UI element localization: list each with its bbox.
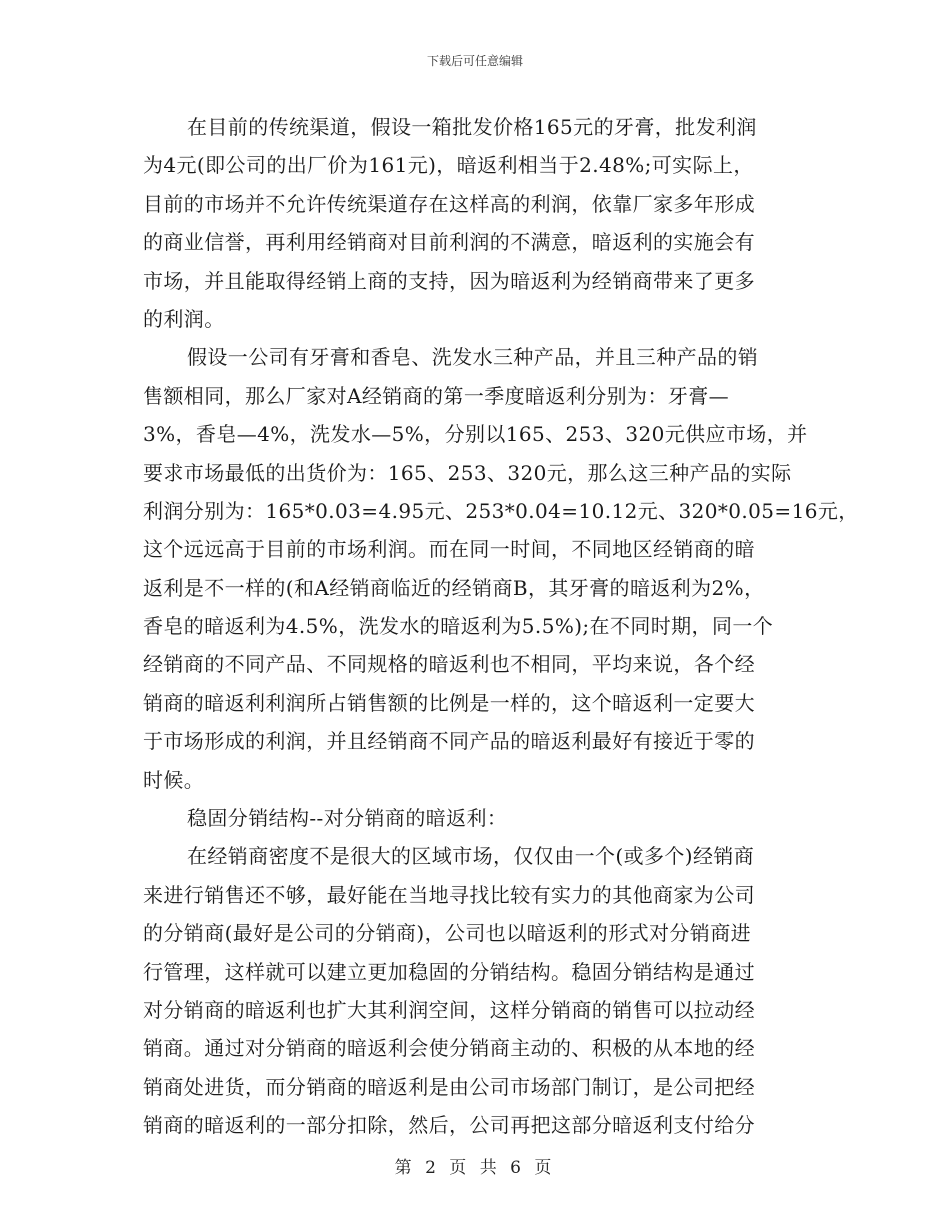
paragraph-line: 在经销商密度不是很大的区域市场，仅仅由一个(或多个)经销商: [187, 844, 755, 869]
paragraph-line: 香皂的暗返利为4.5%，洗发水的暗返利为5.5%);在不同时期，同一个: [143, 614, 774, 639]
paragraph-line: 目前的市场并不允许传统渠道存在这样高的利润，依靠厂家多年形成: [143, 191, 755, 216]
paragraph-line: 市场，并且能取得经销上商的支持，因为暗返利为经销商带来了更多: [143, 268, 755, 293]
paragraph-line: 假设一公司有牙膏和香皂、洗发水三种产品，并且三种产品的销: [187, 345, 759, 370]
paragraph-line: 销商处进货，而分销商的暗返利是由公司市场部门制订，是公司把经: [143, 1074, 755, 1099]
paragraph-line: 这个远远高于目前的市场利润。而在同一时间，不同地区经销商的暗: [143, 537, 755, 562]
paragraph-line: 时候。: [143, 767, 205, 792]
paragraph-line: 来进行销售还不够，最好能在当地寻找比较有实力的其他商家为公司: [143, 882, 755, 907]
page-header-note: 下载后可任意编辑: [426, 54, 523, 68]
paragraph-line: 的商业信誉，再利用经销商对目前利润的不满意，暗返利的实施会有: [143, 230, 755, 255]
paragraph-line: 售额相同，那么厂家对A经销商的第一季度暗返利分别为：牙膏—: [143, 383, 730, 408]
paragraph-line: 行管理，这样就可以建立更加稳固的分销结构。稳固分销结构是通过: [143, 959, 755, 984]
document-body: [143, 108, 859, 1145]
paragraph-line: 对分销商的暗返利也扩大其利润空间，这样分销商的销售可以拉动经: [143, 997, 755, 1022]
paragraph-line: 的分销商(最好是公司的分销商)，公司也以暗返利的形式对分销商进: [143, 921, 752, 946]
section-heading: 稳固分销结构--对分销商的暗返利：: [187, 806, 508, 831]
paragraph-line: 销商的暗返利的一部分扣除，然后，公司再把这部分暗返利支付给分: [143, 1113, 755, 1138]
paragraph-line: 销商的暗返利利润所占销售额的比例是一样的，这个暗返利一定要大: [143, 690, 755, 715]
paragraph-line: 在目前的传统渠道，假设一箱批发价格165元的牙膏，批发利润: [187, 115, 757, 139]
paragraph-line: 的利润。: [143, 306, 225, 331]
paragraph-line: 3%，香皂—4%，洗发水—5%，分别以165、253、320元供应市场，并: [143, 422, 808, 447]
paragraph-line: 销商。通过对分销商的暗返利会使分销商主动的、积极的从本地的经: [143, 1036, 755, 1061]
paragraph-line: 为4元(即公司的出厂价为161元)，暗返利相当于2.48%;可实际上，: [143, 153, 754, 178]
paragraph-line: 经销商的不同产品、不同规格的暗返利也不相同，平均来说，各个经: [143, 652, 755, 677]
paragraph-line: 利润分别为：165*0.03=4.95元、253*0.04=10.12元、320*0.05=16元，: [143, 498, 859, 523]
paragraph-line: 于市场形成的利润，并且经销商不同产品的暗返利最好有接近于零的: [143, 729, 755, 754]
page-number: 第 2 页 共 6 页: [394, 1158, 556, 1178]
paragraph-line: 要求市场最低的出货价为：165、253、320元，那么这三种产品的实际: [143, 460, 792, 485]
paragraph-line: 返利是不一样的(和A经销商临近的经销商B，其牙膏的暗返利为2%，: [143, 575, 765, 600]
